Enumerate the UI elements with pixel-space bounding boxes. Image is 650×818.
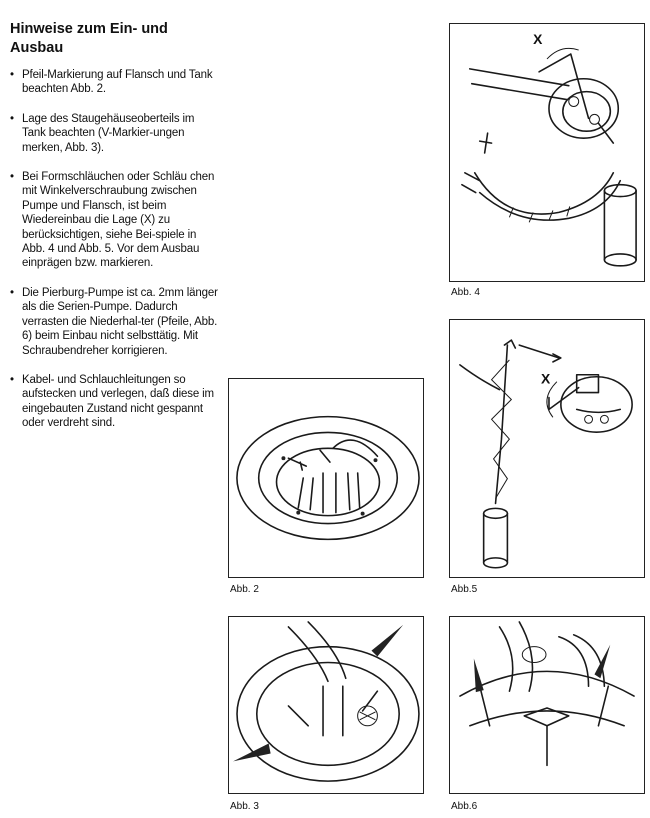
abb3-drawing — [229, 617, 423, 793]
page-heading: Hinweise zum Ein- und Ausbau — [10, 21, 168, 56]
abb6-drawing — [450, 617, 644, 793]
figure-abb2 — [228, 378, 424, 578]
abb4-x-marker: X — [533, 31, 543, 48]
note-hose-position: • Bei Formschläuchen oder Schläu chen mit Winkelverschraubung zwischen Pumpe und Flansch, ist beim Wiedereinbau die Lage (X) zu berücksichtigen, siehe Bei-spiele in Abb. 4 und Abb. 5. Vor dem Ausbau einprägen bzw. markieren. — [10, 170, 220, 271]
abb5-drawing — [450, 320, 644, 577]
figure-abb6 — [449, 616, 645, 794]
note-cable-routing: • Kabel- und Schlauchleitungen so aufstecken und verlegen, daß diese im eingebauten Zustand nicht gespannt oder verdreht sind. — [10, 373, 220, 431]
abb3-caption: Abb. 3 — [230, 801, 259, 812]
figure-abb5 — [449, 319, 645, 578]
note-pump-length: • Die Pierburg-Pumpe ist ca. 2mm länger als die Serien-Pumpe. Dadurch verrasten die Niederhal-ter (Pfeile, Abb. 6) beim Einbau nicht selbsttätig. Mit Schraubendreher korrigieren. — [10, 286, 220, 358]
instruction-list — [10, 68, 220, 446]
abb2-drawing — [229, 379, 423, 577]
abb4-drawing — [450, 24, 644, 281]
abb5-x-marker: X — [541, 370, 551, 387]
figure-abb3 — [228, 616, 424, 794]
figure-abb4 — [449, 23, 645, 282]
note-housing-position: • Lage des Staugehäuseoberteils im Tank beachten (V-Markier-ungen merken, Abb. 3). — [10, 112, 220, 155]
abb6-caption: Abb.6 — [451, 801, 478, 812]
abb5-caption: Abb.5 — [451, 584, 478, 595]
abb4-caption: Abb. 4 — [451, 287, 480, 298]
note-flange-arrow: • Pfeil-Markierung auf Flansch und Tank beachten Abb. 2. — [10, 68, 220, 97]
abb2-caption: Abb. 2 — [230, 584, 259, 595]
